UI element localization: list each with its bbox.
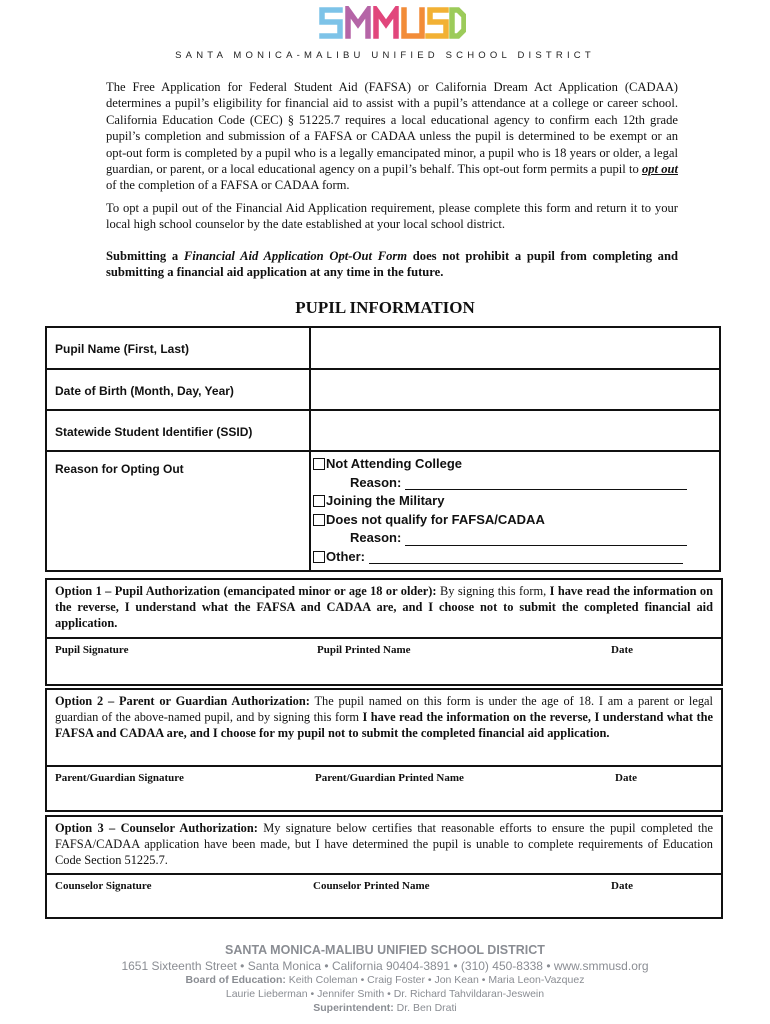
footer-board-2: Laurie Lieberman • Jennifer Smith • Dr. Richard Tahvildaran-Jeswein [225,988,545,1000]
smmusd-logo [318,6,466,40]
option1-box [45,578,723,686]
parent-printed-name-label: Parent/Guardian Printed Name [315,772,464,784]
reason2-field[interactable] [405,532,687,546]
reason-row [47,452,719,570]
not-attending-label: Not Attending College [326,456,463,471]
ssid-label: Statewide Student Identifier (SSID) [47,411,311,450]
option3-text: Option 3 – Counselor Authorization: My signature below certifies that reasonable efforts to ensure the pupil completed the FAFSA/CADAA application have been made, but I have determined the pupil is unable to complete requirements of Education Code Section 51225.7. [55,821,713,868]
instructions-paragraph: To opt a pupil out of the Financial Aid Application requirement, please complete this form and return it to your local high school counselor by the date established at your local school district. [106,201,678,232]
option1-signature-row[interactable] [47,637,721,687]
district-tagline: SANTA MONICA-MALIBU UNIFIED SCHOOL DISTRICT [175,50,595,61]
option2-text: Option 2 – Parent or Guardian Authorization: The pupil named on this form is under the age of 18. I am a parent or legal guardian of the above-named pupil, and by signing this form I have read the information on the reverse, I understand what the FAFSA and CADAA are, and I choose for my pupil not to submit the completed financial aid application. [55,694,714,741]
parent-signature-label: Parent/Guardian Signature [55,772,184,784]
reason-label: Reason for Opting Out [47,452,311,570]
pupil-name-label: Pupil Name (First, Last) [47,328,311,368]
reason1-label: Reason: [350,474,402,490]
military-label: Joining the Military [326,493,445,509]
notice-paragraph: Submitting a Financial Aid Application Opt-Out Form does not prohibit a pupil from completing and submitting a financial aid application at any time in the future. [106,249,678,280]
option1-text: Option 1 – Pupil Authorization (emancipated minor or age 18 or older): By signing this form, I have read the information on the reverse, I understand what the FAFSA and CADAA are, and I choose not to submit the completed financial aid application. [55,584,713,631]
not-attending-checkbox[interactable] [313,458,325,470]
option1-date-label: Date [611,644,633,656]
pupil-name-field[interactable] [311,328,719,368]
pupil-info-table [45,326,721,572]
footer-superintendent: Superintendent: Dr. Ben Drati [313,1002,457,1014]
intro-paragraph: The Free Application for Federal Student Aid (FAFSA) or California Dream Act Application (CADAA) determines a pupil’s eligibility for financial aid to assist with a pupil’s attendance at a college or career school. California Education Code (CEC) § 51225.7 requires a local educational agency to confirm each 12th grade pupil’s completion and submission of a FAFSA or CADAA unless the pupil is determined to be exempt or an opt-out form is completed by a pupil who is a legally emancipated minor, a pupil who is 18 years or older, a legal guardian, or parent, or a local educational agency on a pupil’s behalf. This opt-out form permits a pupil to opt out of the completion of a FAFSA or CADAA form. [106,80,678,193]
option2-signature-row[interactable] [47,765,721,813]
option3-date-label: Date [611,880,633,892]
reason1-field[interactable] [405,476,687,490]
dob-row [47,370,719,411]
military-checkbox[interactable] [313,495,325,507]
pupil-name-row [47,328,719,370]
other-field[interactable] [369,550,683,564]
option2-date-label: Date [615,772,637,784]
reason-options [311,452,719,570]
pupil-signature-label: Pupil Signature [55,644,129,656]
pupil-printed-name-label: Pupil Printed Name [317,644,411,656]
dob-field[interactable] [311,370,719,409]
ssid-field[interactable] [311,411,719,450]
not-qualify-checkbox[interactable] [313,514,325,526]
footer-district: SANTA MONICA-MALIBU UNIFIED SCHOOL DISTRICT [225,943,545,957]
not-qualify-label: Does not qualify for FAFSA/CADAA [326,511,545,527]
footer-board: Board of Education: Keith Coleman • Craig Foster • Jon Kean • Maria Leon-Vazquez [185,974,585,986]
section-heading: PUPIL INFORMATION [295,298,475,317]
counselor-signature-label: Counselor Signature [55,880,152,892]
footer-address: 1651 Sixteenth Street • Santa Monica • California 90404-3891 • (310) 450-8338 • www.smmusd.org [121,959,649,973]
other-label: Other: [326,548,365,564]
counselor-printed-name-label: Counselor Printed Name [313,880,430,892]
reason2-label: Reason: [350,530,402,546]
ssid-row [47,411,719,452]
option3-signature-row[interactable] [47,873,721,919]
other-checkbox[interactable] [313,551,325,563]
option3-box [45,815,723,919]
option2-box [45,688,723,812]
dob-label: Date of Birth (Month, Day, Year) [47,370,311,409]
